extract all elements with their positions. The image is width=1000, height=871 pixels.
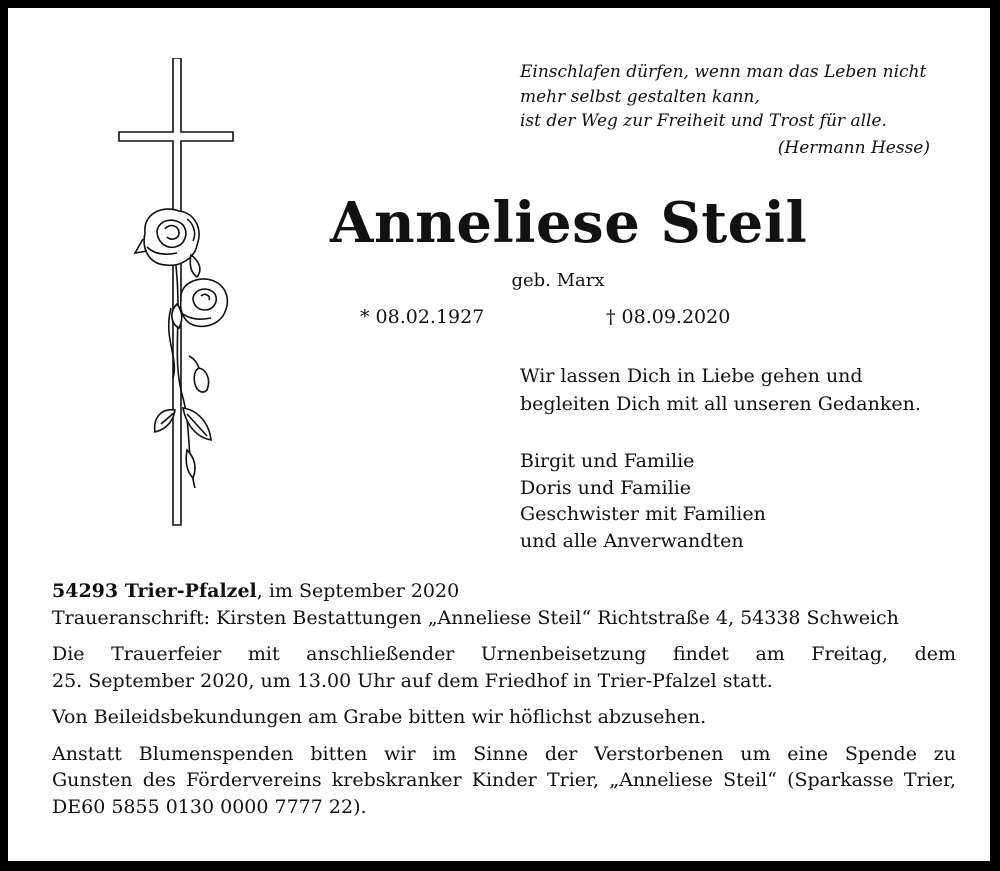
obituary-details	[52, 578, 956, 830]
donation-line-1: Anstatt Blumenspenden bitten wir im Sinne der Verstorbenen um eine Spende zu	[52, 742, 956, 765]
mourner-item: Doris und Familie	[520, 476, 692, 499]
donation-line-3: DE60 5855 0130 0000 7777 22).	[52, 795, 367, 818]
verse-line-2: begleiten Dich mit all unseren Gedanken.	[520, 393, 921, 415]
deceased-name	[8, 190, 1000, 256]
condolence-note: Von Beileidsbekundungen am Grabe bitten wir höflichst abzusehen.	[52, 706, 707, 728]
obituary-card	[8, 8, 990, 861]
donation-line-2: Gunsten des Fördervereins krebskranker Kinder Trier, „Anneliese Steil“ (Sparkasse Trier,	[52, 769, 956, 791]
quote-line-2: mehr selbst gestalten kann,	[520, 86, 760, 107]
farewell-verse	[520, 362, 980, 418]
place-date-line	[52, 578, 956, 605]
maiden-name: geb. Marx	[511, 270, 605, 291]
mourner-item: Geschwister mit Familien	[520, 503, 766, 525]
place-date: , im September 2020	[256, 580, 460, 602]
quote-line-1: Einschlafen dürfen, wenn man das Leben nicht	[520, 62, 927, 82]
mourner-item: und alle Anverwandten	[520, 529, 744, 552]
ceremony-line-2: 25. September 2020, um 13.00 Uhr auf dem Friedhof in Trier-Pfalzel statt.	[52, 669, 773, 692]
mourning-address: Traueranschrift: Kirsten Bestattungen „Anneliese Steil“ Richtstraße 4, 54338 Schweich	[52, 606, 899, 629]
ceremony-line-1: Die Trauerfeier mit anschließender Urnenbeisetzung findet am Freitag, dem	[52, 643, 956, 665]
quote-line-3: ist der Weg zur Freiheit und Trost für alle.	[520, 111, 887, 131]
place-name: 54293 Trier-Pfalzel	[52, 580, 257, 602]
ceremony-info	[52, 641, 956, 694]
birth-date: * 08.02.1927	[360, 306, 485, 328]
mourner-item: Birgit und Familie	[520, 450, 695, 472]
verse-line-1: Wir lassen Dich in Liebe gehen und	[520, 365, 863, 387]
quote-author: (Hermann Hesse)	[777, 137, 930, 158]
deceased-name-text: Anneliese Steil	[330, 190, 808, 256]
mourners-list	[520, 448, 980, 554]
donation-info	[52, 741, 956, 821]
death-date: † 08.09.2020	[606, 306, 731, 328]
cross-with-roses-icon	[113, 58, 248, 538]
hesse-quote	[520, 60, 960, 160]
